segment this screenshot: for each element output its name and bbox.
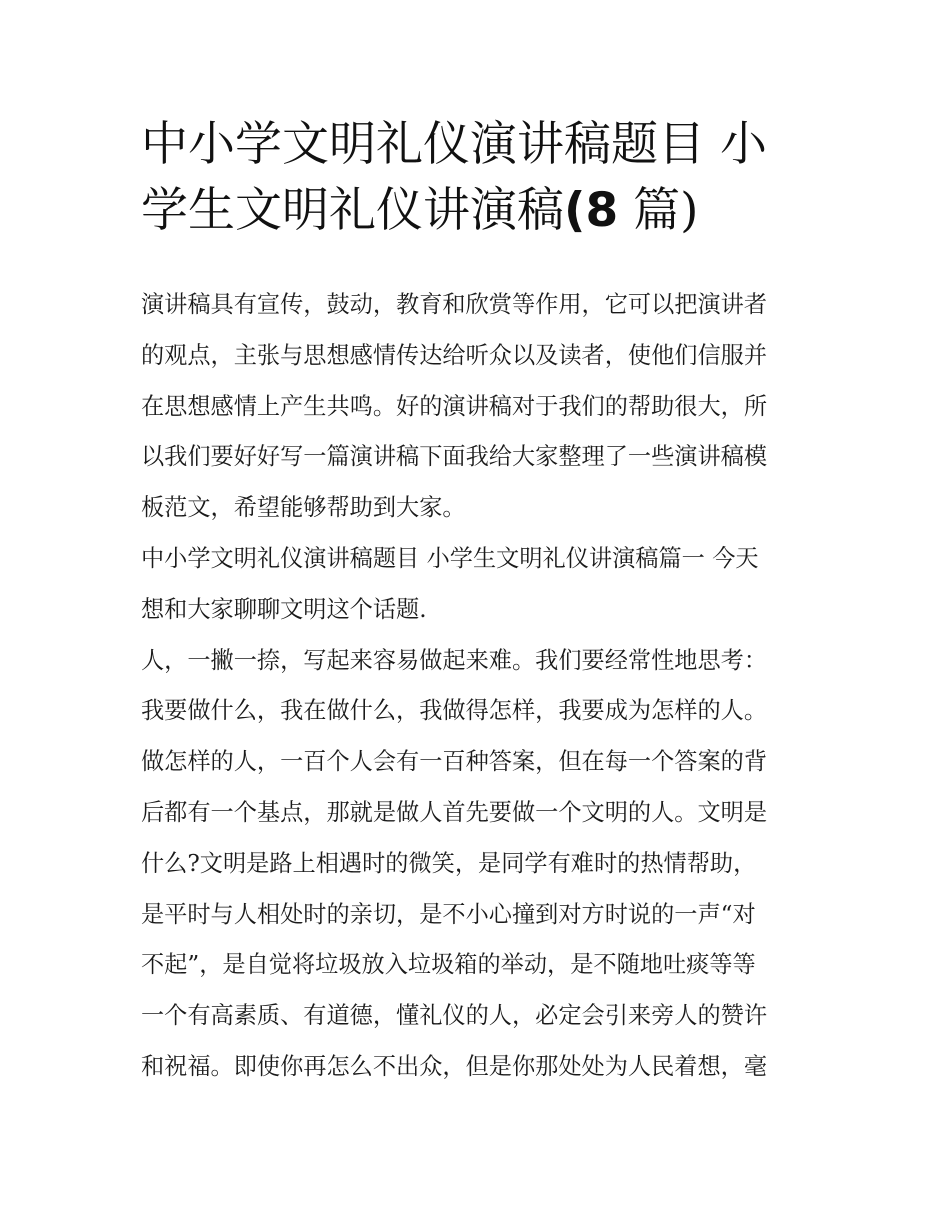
text-line: 的观点，主张与思想感情传达给听众以及读者，使他们信服并 [141,341,768,369]
title-line: 中小学文明礼仪演讲稿题目 小 [141,117,767,172]
paragraph [141,534,813,636]
text-line: 和祝福。即使你再怎么不出众，但是你那处处为人民着想，毫 [141,1052,768,1080]
text-line: 什么?文明是路上相遇时的微笑，是同学有难时的热情帮助， [141,849,757,877]
text-line: 板范文，希望能够帮助到大家。 [141,494,466,522]
document-body [141,280,813,1093]
title-line [141,178,821,244]
text-line: 是平时与人相处时的亲切，是不小心撞到对方时说的一声“对 [141,900,756,928]
text-line: 演讲稿具有宣传，鼓动，教育和欣赏等作用，它可以把演讲者 [141,291,768,318]
text-line: 在思想感情上产生共鸣。好的演讲稿对于我们的帮助很大，所 [141,392,768,420]
text-line: 我要做什么，我在做什么，我做得怎样，我要成为怎样的人。 [141,697,768,725]
paragraph [141,280,813,534]
document-title [141,112,821,244]
text-line: 人，一撇一捺，写起来容易做起来难。我们要经常性地思考： [141,646,768,674]
text-line: 一个有高素质、有道德，懂礼仪的人，必定会引来旁人的赞许 [141,1002,768,1030]
text-line: 想和大家聊聊文明这个话题. [141,595,427,623]
text-line: 做怎样的人，一百个人会有一百种答案，但在每一个答案的背 [141,748,768,776]
paragraph [141,636,813,1093]
text-line: 中小学文明礼仪演讲稿题目 小学生文明礼仪讲演稿篇一 今天 [141,544,759,572]
text-line: 以我们要好好写一篇演讲稿下面我给大家整理了一些演讲稿模 [141,443,768,471]
title-text: 学生文明礼仪讲演稿 [141,183,564,238]
title-count: (8 [564,183,619,238]
text-line: 后都有一个基点，那就是做人首先要做一个文明的人。文明是 [141,798,768,826]
title-suffix: 篇) [618,183,699,238]
text-line: 不起”，是自觉将垃圾放入垃圾箱的举动，是不随地吐痰等等 [141,951,756,979]
